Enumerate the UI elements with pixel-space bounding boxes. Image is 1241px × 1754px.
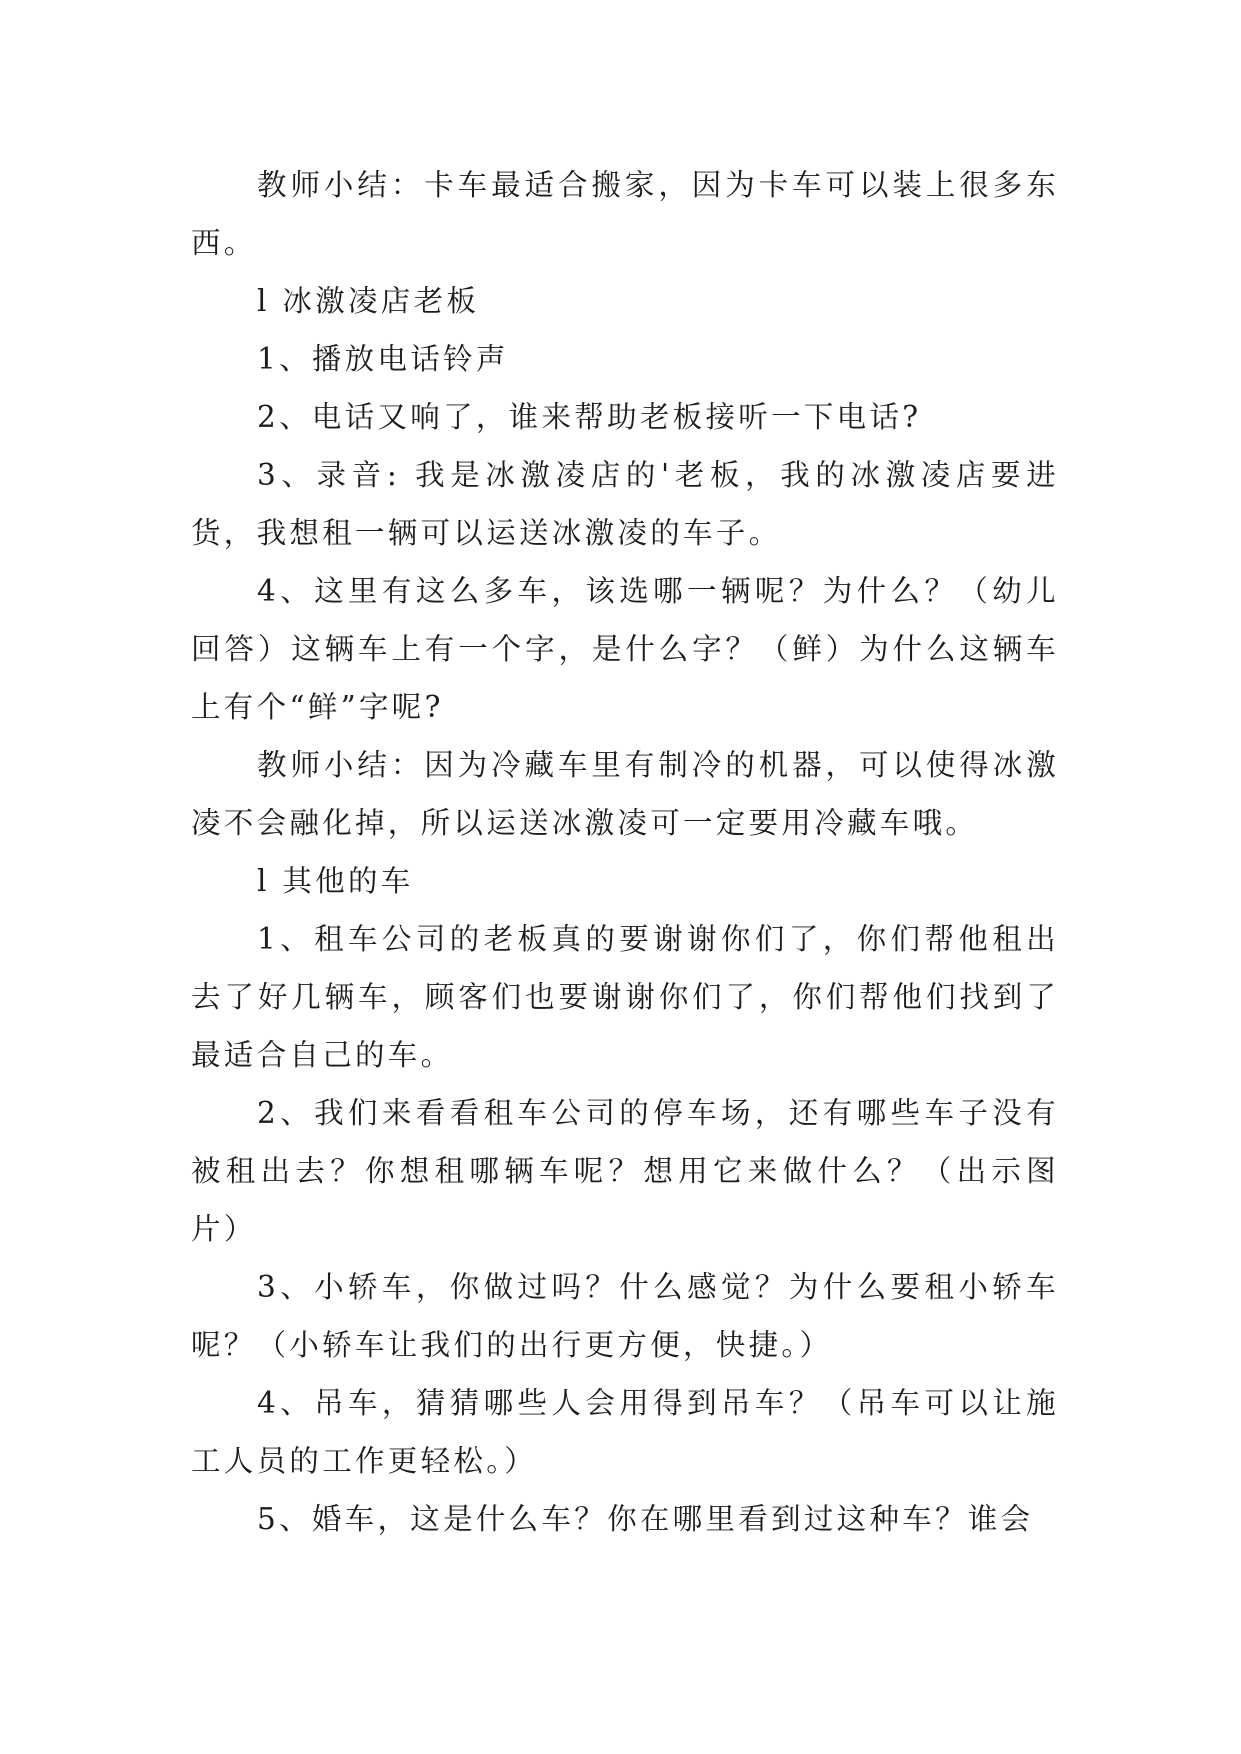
paragraph-teacher-summary-refrigerated: 教师小结：因为冷藏车里有制冷的机器，可以使得冰激凌不会融化掉，所以运送冰激凌可一定要用冷藏车哦。 (191, 748, 1059, 840)
paragraph-section-ice-cream-shop: l 冰激凌店老板 (257, 284, 480, 318)
paragraph-teacher-summary-truck: 教师小结：卡车最适合搬家，因为卡车可以装上很多东西。 (191, 168, 1059, 260)
paragraph-section-other-vehicles: l 其他的车 (257, 864, 414, 898)
paragraph-step-recording: 3、录音: 我是冰激凌店的'老板，我的冰激凌店要进货，我想租一辆可以运送冰激凌的车子。 (191, 458, 1059, 550)
paragraph-step-phone-ring: 1、播放电话铃声 (257, 342, 509, 376)
paragraph-step-answer-phone: 2、电话又响了，谁来帮助老板接听一下电话? (257, 400, 922, 434)
paragraph-step-crane: 4、吊车，猜猜哪些人会用得到吊车？（吊车可以让施工人员的工作更轻松。） (191, 1386, 1059, 1478)
paragraph-step-choose-vehicle: 4、这里有这么多车，该选哪一辆呢？为什么？（幼儿回答）这辆车上有一个字，是什么字？（鲜）为什么这辆车上有个“鲜”字呢? (191, 574, 1059, 724)
document-body (191, 156, 1059, 1548)
paragraph-step-parking-lot: 2、我们来看看租车公司的停车场，还有哪些车子没有被租出去？你想租哪辆车呢？想用它来做什么？（出示图片） (191, 1096, 1059, 1246)
paragraph-step-thanks: 1、租车公司的老板真的要谢谢你们了，你们帮他租出去了好几辆车，顾客们也要谢谢你们了，你们帮他们找到了最适合自己的车。 (191, 922, 1059, 1072)
paragraph-step-sedan: 3、小轿车，你做过吗？什么感觉？为什么要租小轿车呢？（小轿车让我们的出行更方便，快捷。） (191, 1270, 1059, 1362)
paragraph-step-wedding-car: 5、婚车，这是什么车？你在哪里看到过这种车？谁会 (257, 1502, 1034, 1536)
